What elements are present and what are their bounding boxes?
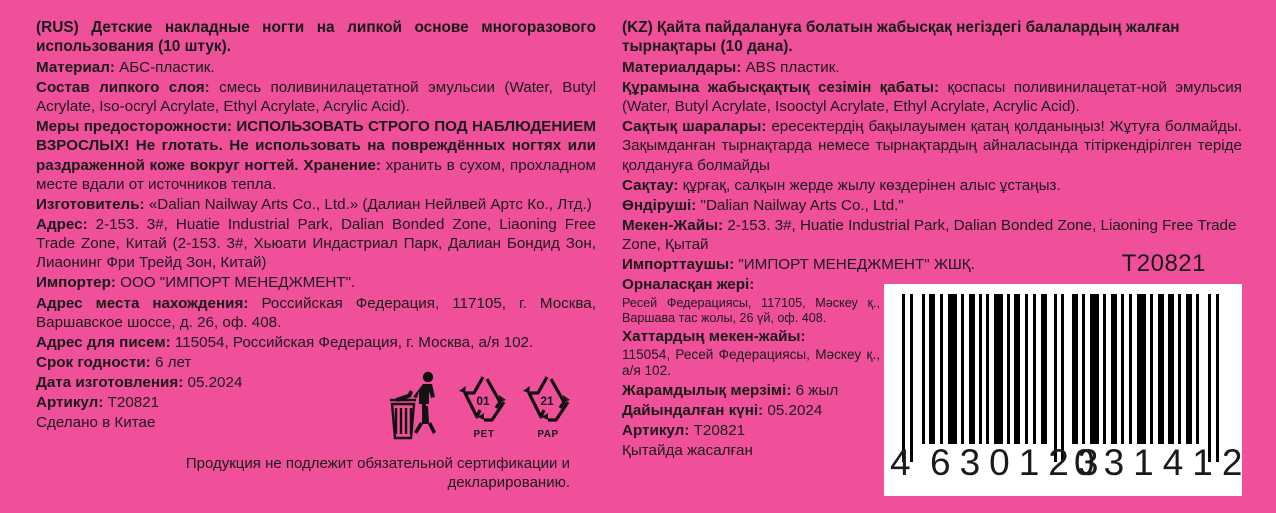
russian-shelf-value: 6 лет: [154, 353, 192, 371]
kazakh-shelf-label: Жарамдылық мерзімі:: [622, 382, 792, 400]
russian-importer-label: Импортер:: [36, 274, 116, 292]
kazakh-mail-label: Хаттардың мекен-жайы:: [622, 327, 806, 345]
russian-adhesive-value: смесь поливинилацетатной эмульсии (Water, Butyl Acrylate, Iso-ocryl Acrylate, Ethyl Acrylate, Acrylic Acid).: [36, 78, 596, 116]
kazakh-precautions-value: ересектердің бақылауымен қатаң қолданыңыз! Жұтуға болмайды. Зақымданған тырнақтарда немесе тырнақтардың айналасында тітіркендірілген теріде қолдануға болмайды: [622, 118, 1242, 174]
kazakh-adhesive-line: [622, 78, 1242, 116]
kazakh-manufacturer-line: [622, 196, 1242, 215]
russian-location-value: Российская Федерация, 117105, г. Москва, Варшавское шоссе, д. 26, оф. 408.: [36, 294, 596, 331]
kazakh-article-value: T20821: [693, 422, 746, 440]
russian-article-value: T20821: [107, 394, 160, 412]
kazakh-manufacturer-label: Өндіруші:: [622, 196, 697, 214]
kazakh-address-label: Мекен-Жайы:: [622, 216, 724, 234]
kazakh-location-label: Орналасқан жері:: [622, 276, 755, 294]
russian-mfg-date-label: Дата изготовления:: [36, 374, 184, 392]
kazakh-material-line: [622, 58, 1242, 77]
kazakh-precautions-label: Сақтық шаралары:: [622, 118, 767, 136]
kazakh-title: (KZ) Қайта пайдалануға болатын жабысқақ негіздегі балалардың жалған тырнақтары (10 дана).: [622, 19, 1180, 56]
russian-title: (RUS) Детские накладные ногти на липкой основе многоразового использования (10 штук).: [36, 19, 596, 56]
recycle-pap-icon: [520, 372, 576, 424]
kazakh-storage-value: құрғақ, салқын жерде жылу көздерінен алыс ұстаңыз.: [682, 176, 1061, 194]
russian-material-line: [36, 58, 596, 77]
kazakh-mfg-date-value: 05.2024: [767, 402, 823, 420]
russian-mail-value: 115054, Российская Федерация, г. Москва, а/я 102.: [174, 333, 534, 351]
kazakh-shelf-value: 6 жыл: [795, 382, 839, 400]
kazakh-manufacturer-value: "Dalian Nailway Arts Co., Ltd.": [700, 196, 904, 214]
russian-adhesive-line: [36, 78, 596, 116]
kazakh-storage-line: [622, 176, 1242, 195]
barcode-digits-group1: 630123: [930, 442, 1108, 483]
recycle-pet-label: PET: [473, 429, 495, 440]
kazakh-material-value: ABS пластик.: [745, 58, 840, 76]
russian-mfg-date-value: 05.2024: [187, 374, 243, 392]
russian-material-label: Материал:: [36, 58, 115, 76]
russian-manufacturer-line: [36, 195, 596, 214]
barcode-bars: [896, 294, 1230, 444]
russian-address-line: [36, 215, 596, 272]
kazakh-made-in: Қытайда жасалған: [622, 442, 753, 460]
russian-location-label: Адрес места нахождения:: [36, 294, 249, 312]
russian-address-label: Адрес:: [36, 215, 88, 233]
russian-storage-label: Хранение:: [303, 156, 381, 174]
kazakh-importer-label: Импорттаушы:: [622, 256, 735, 274]
kazakh-address-value: 2-153. 3#, Huatie Industrial Park, Dalian Bonded Zone, Liaoning Free Trade Zone, Қытай: [622, 216, 1237, 254]
svg-text:01: 01: [476, 394, 490, 408]
barcode-digits-group2: 031412: [1074, 442, 1252, 483]
russian-location-line: [36, 294, 596, 332]
barcode-digits: [884, 442, 1252, 488]
kazakh-precautions-line: [622, 117, 1242, 174]
barcode: [884, 284, 1252, 496]
kazakh-article-label: Артикул:: [622, 422, 690, 440]
kazakh-mfg-date-label: Дайындалған күні:: [622, 402, 764, 420]
russian-manufacturer-label: Изготовитель:: [36, 195, 145, 213]
russian-shelf-label: Срок годности:: [36, 353, 151, 371]
kazakh-storage-label: Сақтау:: [622, 176, 679, 194]
russian-made-in: Сделано в Китае: [36, 414, 156, 432]
recycle-pet-icon: [456, 372, 512, 424]
russian-precautions-label: Меры предосторожности:: [36, 118, 232, 136]
kazakh-importer-value: "ИМПОРТ МЕНЕДЖМЕНТ" ЖШҚ.: [738, 256, 975, 274]
kazakh-adhesive-value: қоспасы поливинилацетат-ной эмульсия (Water, Butyl Acrylate, Isooctyl Acrylate, Ethyl Acrylate, Acrylic Acid).: [622, 78, 1242, 116]
russian-adhesive-label: Состав липкого слоя:: [36, 78, 210, 96]
russian-manufacturer-value: «Dalian Nailway Arts Co., Ltd.» (Далиан Нейлвей Артс Ко., Лтд.): [148, 195, 592, 213]
kazakh-address-line: [622, 216, 1242, 254]
kazakh-adhesive-label: Құрамына жабысқақтық сезімін қабаты:: [622, 78, 940, 96]
kazakh-material-label: Материалдары:: [622, 58, 742, 76]
svg-text:21: 21: [540, 394, 554, 408]
recycle-pap-label: PAP: [537, 429, 559, 440]
certification-note: Продукция не подлежит обязательной сертификации и декларированию.: [185, 455, 570, 491]
trash-bin-icon: [390, 370, 450, 444]
russian-precautions-line: [36, 117, 596, 194]
icon-group: [390, 370, 580, 450]
article-number-large: T20821: [1121, 250, 1206, 277]
russian-article-label: Артикул:: [36, 394, 104, 412]
russian-importer-line: [36, 273, 596, 292]
russian-importer-value: ООО "ИМПОРТ МЕНЕДЖМЕНТ".: [120, 274, 356, 292]
russian-address-value: 2-153. 3#, Huatie Industrial Park, Dalian Bonded Zone, Liaoning Free Trade Zone, Китай (2-153. 3#, Хьюати Индастриал Парк, Далиан Бондид Зон, Лиаонинг Фри Трейд Зон, Китай): [36, 215, 596, 272]
kazakh-mail-value: 115054, Ресей Федерациясы, Мәскеу қ., а/я 102.: [622, 346, 880, 379]
russian-mail-label: Адрес для писем:: [36, 333, 171, 351]
russian-storage-value: хранить в сухом, прохладном месте вдали от источников тепла.: [36, 156, 596, 193]
kazakh-location-value: Ресей Федерациясы, 117105, Мәскеу қ., Варшава тас жолы, 26 үй, оф. 408.: [622, 295, 880, 325]
barcode-digit-first: 4: [890, 442, 912, 483]
russian-material-value: АБС-пластик.: [119, 58, 215, 76]
russian-mail-line: [36, 333, 596, 352]
russian-precautions-value: ИСПОЛЬЗОВАТЬ СТРОГО ПОД НАБЛЮДЕНИЕМ ВЗРОСЛЫХ! Не глотать. Не использовать на повреждённых ногтях или раздраженной коже вокруг ногтей.: [36, 118, 596, 174]
